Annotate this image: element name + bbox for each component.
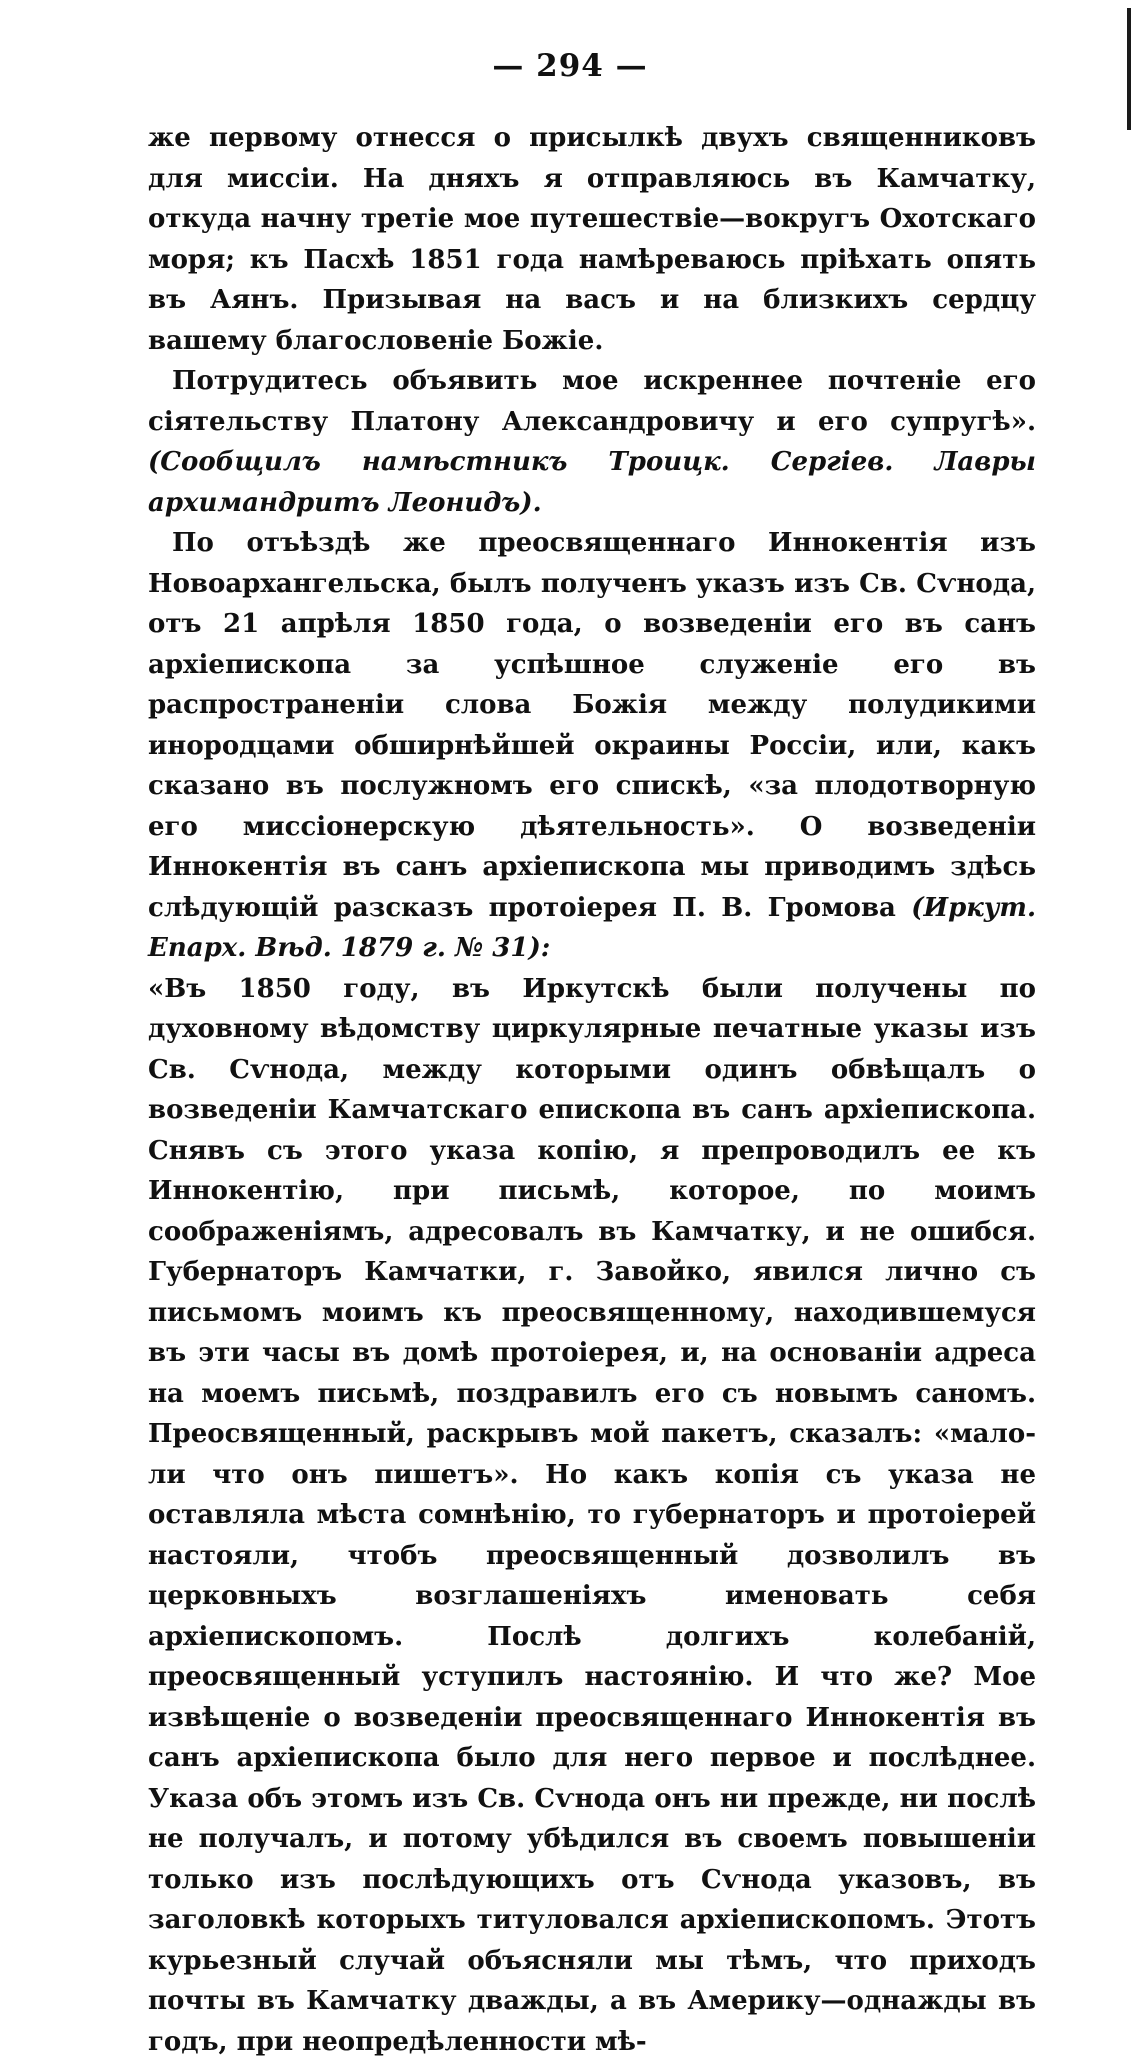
paragraph-2 — [148, 361, 1036, 523]
paragraph-2-citation: (Сообщилъ намѣстникъ Троицк. Сергіев. Лавры архимандритъ Леонидъ). — [148, 447, 1036, 518]
paragraph-3-citation: (Иркут. Епарх. Вѣд. 1879 г. № 31): — [148, 893, 1036, 964]
page-body — [148, 118, 1036, 2062]
page-number: — 294 — — [0, 48, 1140, 84]
paragraph-3 — [148, 523, 1036, 969]
paragraph-2-text: Потрудитесь объявить мое искреннее почтеніе его сіятельству Платону Александровичу и его супругѣ». — [148, 366, 1036, 437]
paragraph-4-text: «Въ 1850 году, въ Иркутскѣ были получены по духовному вѣдомству циркулярные печатные указы изъ Св. Сѵнода, между которыми одинъ обвѣщалъ о возведеніи Камчатскаго епископа въ санъ архіепископа. Снявъ съ этого указа копію, я препроводилъ ее къ Иннокентію, при письмѣ, которое, по моимъ соображеніямъ, адресовалъ въ Камчатку, и не ошибся. Губернаторъ Камчатки, г. Завойко, явился лично съ письмомъ моимъ къ преосвященному, находившемуся въ эти часы въ домѣ протоіерея, и, на основаніи адреса на моемъ письмѣ, поздравилъ его съ новымъ саномъ. Преосвященный, раскрывъ мой пакетъ, сказалъ: «мало-ли что онъ пишетъ». Но какъ копія съ указа не оставляла мѣста сомнѣнію, то губернаторъ и протоіерей настояли, чтобъ преосвященный дозволилъ въ церковныхъ возглашеніяхъ именовать себя архіепископомъ. Послѣ долгихъ колебаній, преосвященный уступилъ настоянію. И что же? Мое извѣщеніе о возведеніи преосвященнаго Иннокентія въ санъ архіепископа было для него первое и послѣднее. Указа объ этомъ изъ Св. Сѵнода онъ ни прежде, ни послѣ не получалъ, и потому убѣдился въ своемъ повышеніи только изъ послѣдующихъ отъ Сѵнода указовъ, въ заголовкѣ которыхъ титуловался архіепископомъ. Этотъ курьезный случай объясняли мы тѣмъ, что приходъ почты въ Камчатку дважды, а въ Америку—однажды въ годъ, при неопредѣленности мѣ- — [148, 974, 1036, 2057]
paragraph-1-text: же первому отнесся о присылкѣ двухъ священниковъ для миссіи. На дняхъ я отправляюсь въ Камчатку, откуда начну третіе мое путешествіе—вокругъ Охотскаго моря; къ Пасхѣ 1851 года намѣреваюсь пріѣхать опять въ Аянъ. Призывая на васъ и на близкихъ сердцу вашему благословеніе Божіе. — [148, 123, 1036, 356]
paragraph-4 — [148, 969, 1036, 2062]
paragraph-3-text: По отъѣздѣ же преосвященнаго Иннокентія изъ Новоархангельска, былъ полученъ указъ изъ Св. Сѵнода, отъ 21 апрѣля 1850 года, о возведеніи его въ санъ архіепископа за успѣшное служеніе его въ распространеніи слова Божія между полудикими инородцами обширнѣйшей окраины Россіи, или, какъ сказано въ послужномъ его спискѣ, «за плодотворную его миссіонерскую дѣятельность». О возведеніи Иннокентія въ санъ архіепископа мы приводимъ здѣсь слѣдующій разсказъ протоіерея П. В. Громова — [148, 528, 1036, 923]
paragraph-1 — [148, 118, 1036, 361]
